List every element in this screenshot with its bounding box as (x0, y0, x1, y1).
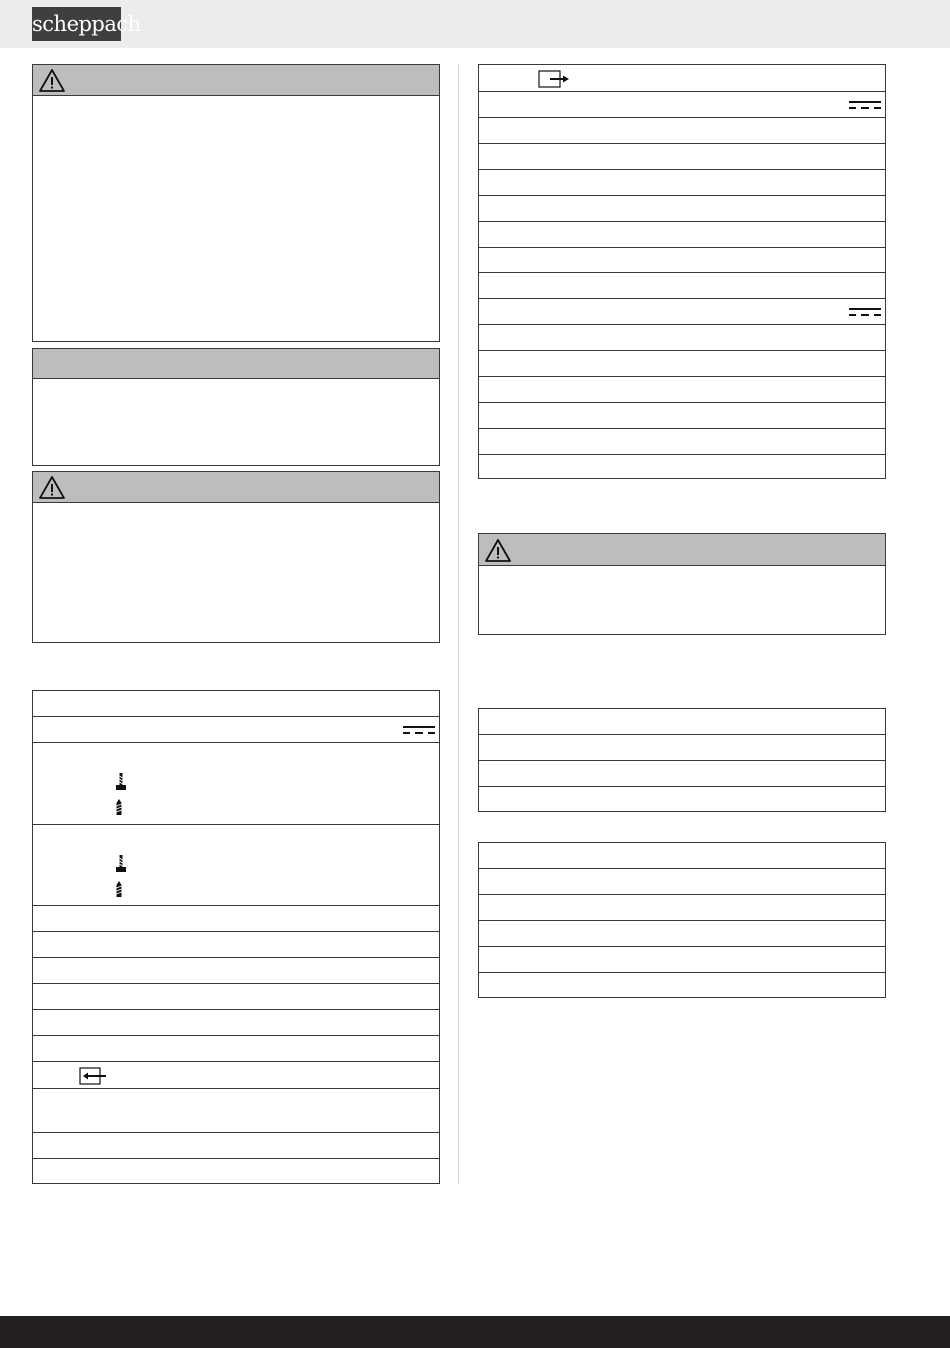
table-row (33, 906, 439, 932)
table-row (33, 1062, 439, 1089)
table-row (479, 222, 885, 248)
table-row (479, 170, 885, 196)
battery-insert-icon (79, 1067, 107, 1085)
table-row (479, 429, 885, 455)
warning-triangle-icon (38, 68, 66, 93)
table-row (479, 787, 885, 811)
right-table-3 (478, 842, 886, 998)
screw-drive-icon (115, 773, 127, 791)
table-row (479, 299, 885, 325)
table-row (479, 403, 885, 429)
table-row (479, 65, 885, 92)
table-row (479, 377, 885, 403)
table-row (479, 869, 885, 895)
dc-current-icon (849, 100, 881, 110)
table-row (479, 895, 885, 921)
left-spec-table (32, 690, 440, 1184)
warning-triangle-icon (38, 475, 66, 500)
drill-bit-icon (113, 881, 125, 899)
table-row (479, 761, 885, 787)
right-spec-table (478, 64, 886, 479)
table-row (479, 273, 885, 299)
table-row (33, 825, 439, 906)
table-row (479, 973, 885, 997)
table-row (479, 843, 885, 869)
battery-release-icon (538, 70, 570, 88)
table-row (33, 932, 439, 958)
page-header (0, 0, 950, 48)
table-row (33, 1133, 439, 1159)
table-row (479, 709, 885, 735)
table-row (479, 118, 885, 144)
column-divider (458, 64, 459, 1184)
warning-box-2-header (33, 472, 439, 503)
table-row (479, 92, 885, 118)
table-row (33, 691, 439, 717)
table-row (33, 984, 439, 1010)
warning-box-1 (32, 64, 440, 342)
table-row (33, 958, 439, 984)
table-row (33, 743, 439, 825)
table-row (33, 1159, 439, 1183)
table-row (479, 947, 885, 973)
table-row (33, 1089, 439, 1133)
table-row (479, 325, 885, 351)
table-row (479, 248, 885, 273)
table-row (479, 455, 885, 480)
brand-logo: scheppach (32, 7, 121, 41)
table-row (479, 196, 885, 222)
warning-box-2 (32, 471, 440, 643)
table-row (479, 144, 885, 170)
warning-box-1-header (33, 65, 439, 96)
warning-triangle-icon (484, 538, 512, 563)
drill-bit-icon (113, 799, 125, 817)
table-row (479, 735, 885, 761)
table-row (479, 351, 885, 377)
table-row (33, 1036, 439, 1062)
dc-current-icon (849, 307, 881, 317)
screw-drive-icon (115, 855, 127, 873)
dc-current-icon (403, 725, 435, 735)
warning-box-3 (478, 533, 886, 635)
note-box (32, 348, 440, 466)
page-footer (0, 1316, 950, 1348)
warning-box-3-header (479, 534, 885, 566)
table-row (479, 921, 885, 947)
table-row (33, 1010, 439, 1036)
right-table-2 (478, 708, 886, 812)
table-row (33, 717, 439, 743)
note-box-header (33, 349, 439, 379)
